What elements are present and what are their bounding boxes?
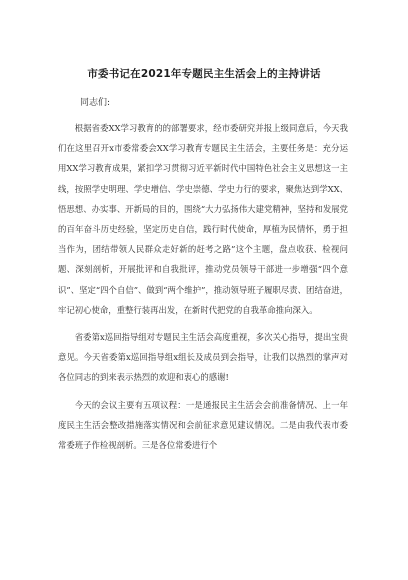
paragraph-intro: 根据省委XX学习教育的的部署要求，经市委研究并报上级同意后，今天我们在这里召开x市委常委会XX学习教育专题民主生活会，主要任务是：充分运用XX学习教育成果，紧扣学习贯彻习近平新时代中国特色社会主义思想这一主线，按照学史明理、学史增信、学史崇德、学史力行的要求，聚焦达到学XX、悟思想、办实事、开新局的目的，围绕“大力弘扬伟大建党精神，坚持和发展党的百年奋斗历史经验，坚定历史自信，践行时代使命，厚植为民情怀，勇于担当作为，团结带领人民群众走好新的赶考之路”这个主题，盘点收获、检视问题、深刻剖析，开展批评和自我批评，推动党员领导干部进一步增强“四个意识”、坚定“四个自信”、做到“两个维护”，推动领导班子履职尽责、团结奋进，牢记初心使命，重整行装再出发，在新时代把党的自我革命推向深入。 bbox=[58, 123, 348, 315]
salutation: 同志们: bbox=[80, 98, 111, 108]
document-title: 市委书记在2021年专题民主生活会上的主持讲话 bbox=[87, 68, 321, 80]
document-body bbox=[58, 118, 348, 462]
paragraph-agenda: 今天的会议主要有五项议程：一是通报民主生活会会前准备情况、上一年度民主生活会整改措施落实情况和会前征求意见建议情况。二是由我代表市委常委班子作检视剖析。三是各位常委进行个 bbox=[58, 399, 348, 451]
paragraph-guidance: 省委第x巡回指导组对专题民主生活会高度重视，多次关心指导，提出宝贵意见。今天省委第x巡回指导组x组长及成员到会指导，让我们以热烈的掌声对各位同志的到来表示热烈的欢迎和衷心的感谢! bbox=[58, 332, 348, 383]
